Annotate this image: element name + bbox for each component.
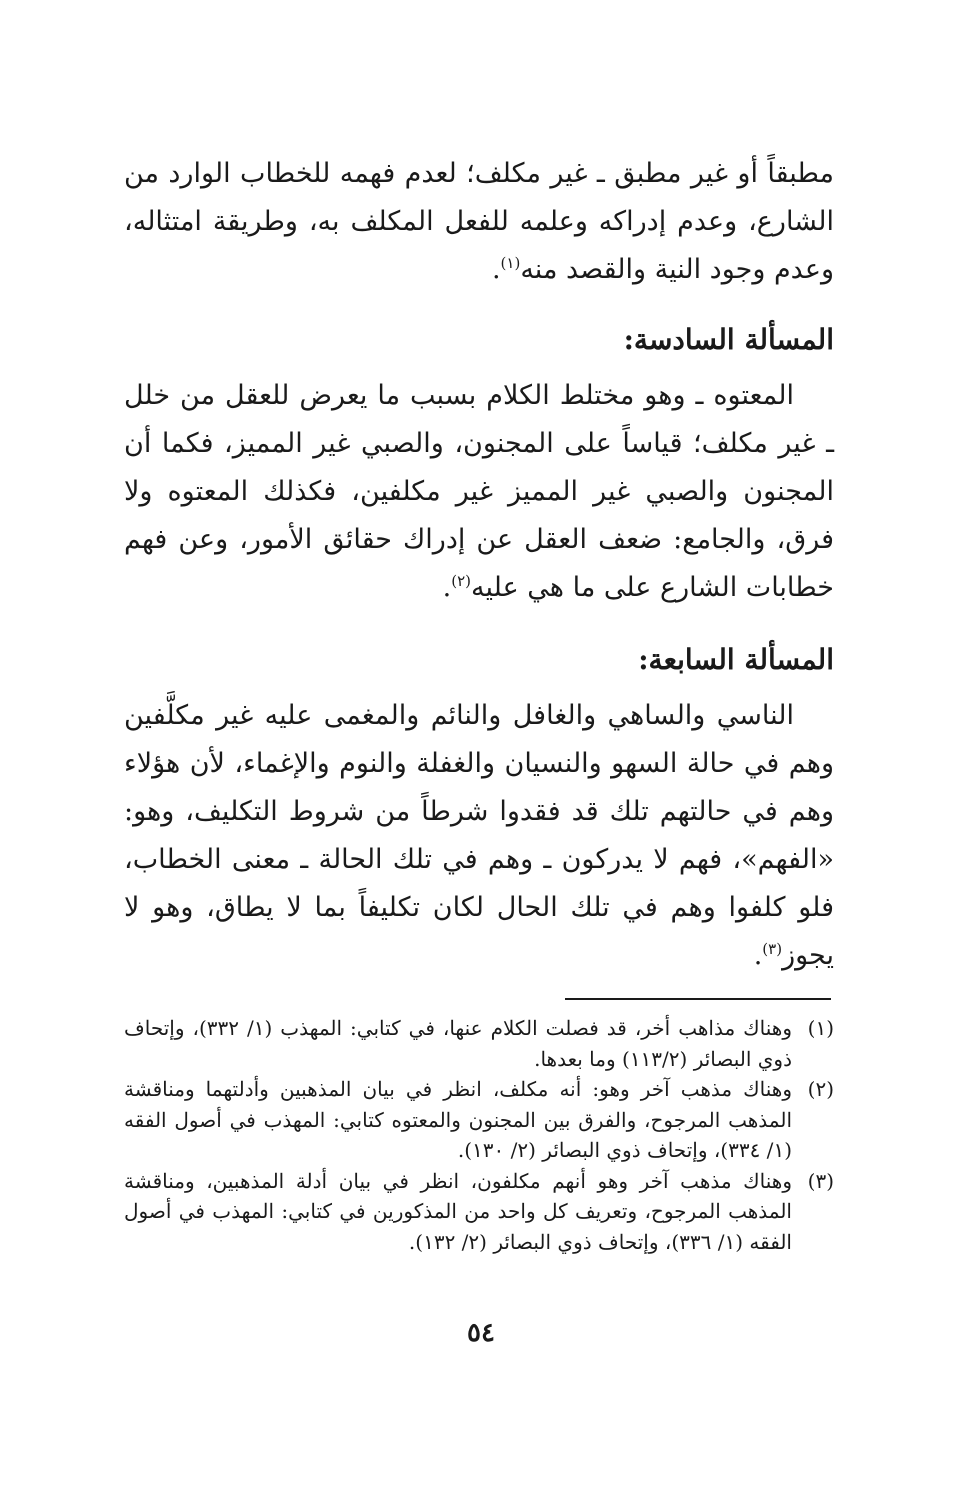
footnote-text: وهناك مذهب آخر وهو أنهم مكلفون، انظر في بيان أدلة المذهبين، ومناقشة المذهب المرجوح، وتعريف كل واحد من المذكورين في كتابي: المهذب في أصول الفقه (١/ ٣٣٦)، وإتحاف ذوي البصائر (٢/ ١٣٢). xyxy=(124,1168,792,1254)
footnote-1 xyxy=(124,1013,834,1074)
paragraph-section-6 xyxy=(124,372,834,612)
paragraph-6-end: . xyxy=(442,572,452,603)
paragraph-6-text: المعتوه ـ وهو مختلط الكلام بسبب ما يعرض للعقل من خلل ـ غير مكلف؛ قياساً على المجنون، والصبي غير المميز، فكما أن المجنون والصبي غير المميز غير مكلفين، فكذلك المعتوه ولا فرق، والجامع: ضعف العقل عن إدراك حقائق الأمور، وعن فهم خطابات الشارع على ما هي عليه xyxy=(124,380,834,603)
page-number: ٥٤ xyxy=(467,1318,495,1348)
footnote-number: (١) xyxy=(807,1016,834,1040)
footnote-ref-2[interactable]: (٢) xyxy=(451,572,472,590)
paragraph-1-end: . xyxy=(491,254,501,285)
footnote-separator xyxy=(565,998,831,1000)
section-heading-6: المسألة السادسة: xyxy=(623,323,834,356)
footnote-3 xyxy=(124,1166,834,1258)
paragraph-section-7 xyxy=(124,692,834,980)
paragraph-7-end: . xyxy=(753,940,763,971)
footnotes-section xyxy=(124,1013,834,1257)
paragraph-text xyxy=(124,150,834,294)
footnote-number: (٣) xyxy=(807,1168,834,1193)
footnote-ref-3[interactable]: (٣) xyxy=(762,940,783,958)
paragraph-1-text: مطبقاً أو غير مطبق ـ غير مكلف؛ لعدم فهمه للخطاب الوارد من الشارع، وعدم إدراكه وعلمه للفعل المكلف به، وطريقة امتثاله، وعدم وجود النية والقصد منه xyxy=(124,158,834,285)
footnote-number: (٢) xyxy=(807,1077,834,1101)
footnote-text: وهناك مذهب آخر وهو: أنه مكلف، انظر في بيان المذهبين وأدلتهما ومناقشة المذهب المرجوح، والفرق بين المجنون والمعتوه كتابي: المهذب في أصول الفقه (١/ ٣٣٤)، وإتحاف ذوي البصائر (٢/ ١٣٠). xyxy=(124,1077,792,1162)
footnote-text: وهناك مذاهب أخر، قد فصلت الكلام عنها، في كتابي: المهذب (١/ ٣٣٢)، وإتحاف ذوي البصائر (١١٣/٢) وما بعدها. xyxy=(124,1016,792,1071)
paragraph-continuation xyxy=(124,150,834,294)
footnote-ref-1[interactable]: (١) xyxy=(500,254,521,272)
footnote-2 xyxy=(124,1074,834,1166)
section-heading-7: المسألة السابعة: xyxy=(638,643,834,676)
paragraph-7-text: الناسي والساهي والغافل والنائم والمغمى عليه غير مكلَّفين وهم في حالة السهو والنسيان والغفلة والنوم والإغماء، لأن هؤلاء وهم في حالتهم تلك قد فقدوا شرطاً من شروط التكليف، وهو: «الفهم»، فهم لا يدركون ـ وهم في تلك الحالة ـ معنى الخطاب، فلو كلفوا وهم في تلك الحال لكان تكليفاً بما لا يطاق، وهو لا يجوز xyxy=(124,700,834,971)
paragraph-text xyxy=(124,692,834,980)
paragraph-text xyxy=(124,372,834,612)
